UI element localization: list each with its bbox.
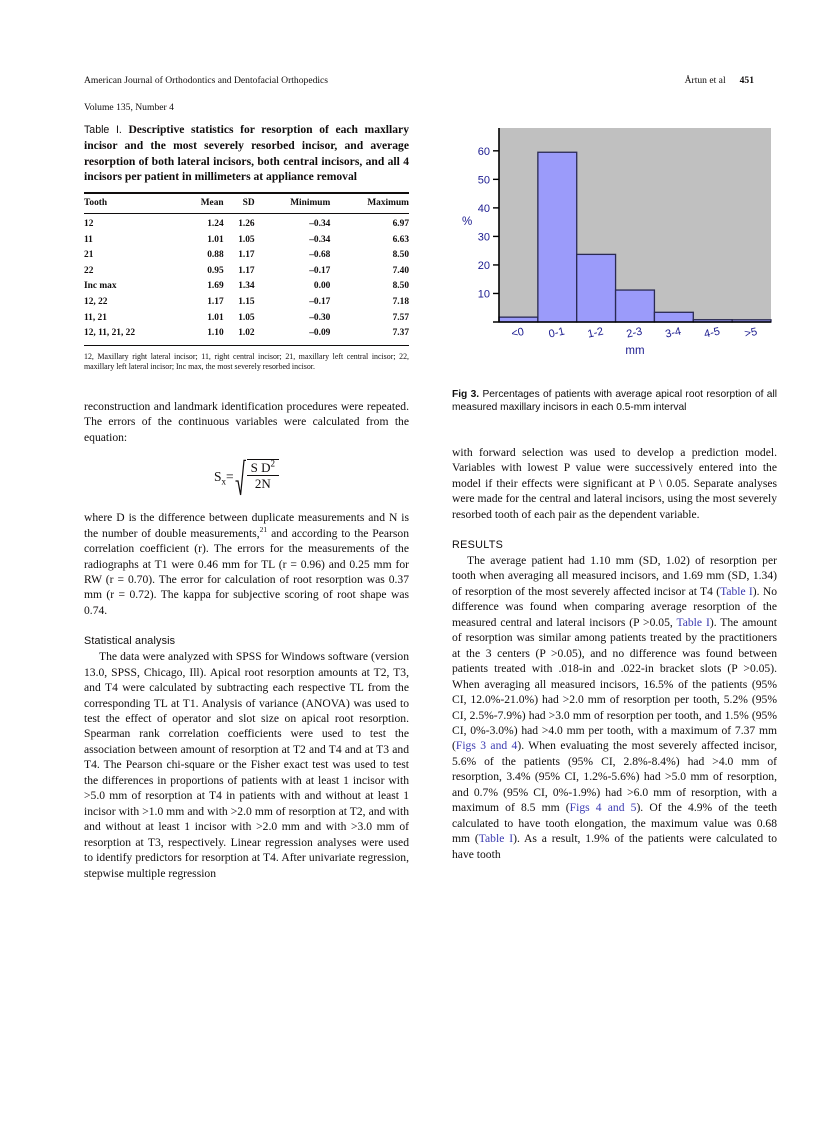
table-row [84, 264, 409, 280]
x-tick-label-2-3: 2-3 [625, 325, 644, 341]
figure-label: Fig 3. [452, 389, 480, 400]
cell-maximum: 7.57 [392, 312, 409, 323]
y-tick-label-60: 60 [477, 145, 490, 158]
cell-minimum: –0.34 [309, 219, 331, 230]
table-caption [84, 122, 409, 185]
cell-mean: 1.01 [207, 234, 224, 245]
cell-tooth: 12, 22 [84, 297, 108, 307]
xref-table-1[interactable]: Table I [720, 584, 753, 598]
right-column [452, 122, 777, 862]
fraction-denominator: 2N [247, 475, 279, 491]
x-tick-label-0-1: 0-1 [547, 325, 566, 341]
reference-marker: 21 [259, 524, 268, 534]
cell-maximum: 7.40 [392, 265, 409, 276]
column-header-maximum: Maximum [330, 193, 409, 214]
table-row [84, 214, 409, 233]
radical-sign-icon [235, 459, 246, 497]
paragraph-results: The average patient had 1.10 mm (SD, 1.02) of resorption per tooth when averaging all measured incisors, and 1.69 mm (SD, 1.34) of resorption of the most severely affected incisor at T4 (Table I). No difference was found when comparing average resorption of the measured central and lateral incisors (P >0.05, Table I). The amount of resorption was similar among patients treated by the practitioners at the 3 centers (P >0.05), and no difference was found between patients treated with .018-in and .022-in bracket slots (P >0.05). When averaging all measured incisors, 16.5% of the patients (95% CI, 12.0%-21.0%) had >2.0 mm of resorption per tooth, 5.2% (95% CI, 2.5%-7.9%) had >3.0 mm of resorption per tooth, and 1.5% (95% CI, 0%-3.0%) had >4.0 mm per tooth, with a maximum of 7.37 mm (Figs 3 and 4). When evaluating the most severely affected incisor, 5.6% of the patients (95% CI, 2.8%-8.4%) had >4.0 mm of resorption, 3.4% (95% CI, 1.2%-5.6%) had >5.0 mm of resorption, and 0.7% (95% CI, 0%-1.9%) had >6.0 mm of resorption, with a maximum of 8.5 mm (Figs 4 and 5). Of the 4.9% of the teeth calculated to have tooth elongation, the maximum value was 0.68 mm (Table I). As a result, 1.9% of the patients were calculated to have tooth [452, 553, 778, 861]
cell-maximum: 6.97 [392, 219, 409, 230]
cell-minimum: –0.17 [309, 297, 331, 307]
x-tick-label-3-4: 3-4 [664, 325, 683, 341]
cell-minimum: –0.30 [309, 312, 331, 323]
column-header-sd: SD [224, 193, 255, 214]
cell-minimum: –0.68 [309, 250, 331, 261]
cell-mean: 0.95 [207, 265, 224, 276]
cell-tooth: 11, 21 [84, 312, 107, 323]
left-column [84, 122, 409, 881]
cell-sd: 1.17 [238, 265, 255, 276]
table-bottom-rule [84, 345, 409, 346]
cell-tooth: 11 [84, 234, 93, 245]
histogram-chart [452, 122, 777, 372]
xref-table-1[interactable]: Table I [478, 832, 514, 846]
table-row [84, 279, 409, 295]
cell-mean: 1.24 [207, 219, 224, 230]
cell-minimum: –0.09 [309, 328, 331, 339]
bar-0-1 [538, 152, 577, 322]
cell-mean: 1.69 [207, 281, 224, 292]
y-tick-label-10: 10 [477, 288, 490, 301]
table-row [84, 311, 409, 327]
table-header [84, 193, 409, 214]
error-equation [84, 459, 409, 497]
equation-symbol-s: S [213, 469, 222, 485]
x-tick-label-4-5: 4-5 [703, 325, 722, 341]
bar-3-4 [654, 312, 693, 322]
column-header-tooth: Tooth [84, 193, 180, 214]
y-tick-label-20: 20 [477, 259, 490, 272]
equation-equals: = [226, 469, 234, 485]
y-tick-label-40: 40 [477, 202, 490, 215]
cell-mean: 1.10 [207, 328, 224, 339]
y-axis-label: % [462, 216, 473, 228]
x-axis-tick-labels [510, 326, 758, 341]
running-head [84, 60, 754, 128]
equation-subscript-x: x [221, 476, 226, 487]
xref-figs-4-and-5[interactable]: Figs 4 and 5 [569, 801, 637, 815]
cell-sd: 1.15 [238, 297, 255, 307]
cell-mean: 1.01 [207, 312, 224, 323]
cell-sd: 1.26 [238, 219, 255, 230]
figure-caption [452, 388, 777, 415]
cell-minimum: 0.00 [313, 281, 331, 292]
cell-maximum: 7.37 [392, 328, 409, 339]
table-caption-text: Descriptive statistics for resorption of each maxllary incisor and the most severely resorbed incisor, and average resorption of both lateral incisors, both central incisors, and all 4 incisors per patient in millimeters at appliance removal [84, 123, 409, 184]
cell-maximum: 8.50 [392, 281, 409, 292]
cell-sd: 1.02 [238, 328, 255, 339]
figure-caption-text: Percentages of patients with average apical root resorption of all measured maxillary incisors in each 0.5-mm interval [452, 389, 777, 414]
subhead-statistical-analysis: Statistical analysis [84, 634, 176, 647]
column-header-mean: Mean [180, 193, 223, 214]
cell-sd: 1.05 [238, 234, 255, 245]
cell-minimum: –0.34 [309, 234, 331, 245]
paragraph-regression-model: with forward selection was used to develop a prediction model. Variables with lowest P value were successively entered into the model if their effects were significant at P \ 0.05. Separate analyses were made for the central and lateral incisors, using the most severely resorbed tooth of each pair as the dependent variable. [452, 445, 777, 521]
cell-tooth: 12 [84, 219, 94, 230]
authors-and-page [670, 60, 754, 101]
cell-tooth: Inc max [84, 281, 117, 292]
table-label: Table I. [84, 124, 122, 136]
bar-1-2 [577, 254, 616, 322]
fraction-numerator: S $D^2$ [250, 458, 275, 476]
x-axis-label: mm [625, 345, 645, 357]
table-footnote: 12, Maxillary right lateral incisor; 11, right central incisor; 21, maxillary left central incisor; 22, maxillary left lateral incisor; Inc max, the most severely resorbed incisor. [84, 351, 409, 372]
x-tick-label-<0: <0 [510, 325, 526, 341]
cell-mean: 0.88 [207, 250, 224, 261]
y-tick-label-30: 30 [477, 231, 490, 244]
xref-table-1[interactable]: Table I [676, 615, 710, 629]
y-tick-label-50: 50 [477, 174, 490, 187]
table-row [84, 326, 409, 345]
table-header-row [84, 193, 409, 214]
cell-tooth: 22 [84, 265, 94, 276]
descriptive-statistics-table [84, 192, 409, 346]
cell-tooth: 12, 11, 21, 22 [84, 328, 136, 339]
y-axis-ticks [478, 146, 499, 301]
cell-sd: 1.05 [238, 312, 255, 323]
authors-runhead: Årtun et al [684, 74, 726, 86]
xref-figs-3-and-4[interactable]: Figs 3 and 4 [455, 739, 518, 753]
table-row [84, 295, 409, 311]
paragraph-error-definitions: where D is the difference between duplicate measurements and N is the number of double measurements,$^{21}$ and according to the Pearson correlation coefficient (r). The errors for the measurements of the radiographs at T1 were 0.46 mm for TL (r = 0.96) and 0.25 mm for RW (r = 0.70). The error for calculation of root resorption was 0.37 mm (r = 0.72). The kappa for subjective scoring of root shape was 0.74. [84, 511, 409, 617]
figure-3 [452, 122, 777, 415]
paragraph-methods-continued: reconstruction and landmark identification procedures were repeated. The errors of the continuous variables were calculated from the equation: [84, 399, 409, 444]
cell-sd: 1.34 [238, 281, 255, 292]
journal-title: American Journal of Orthodontics and Dentofacial Orthopedics [84, 74, 329, 86]
cell-mean: 1.17 [207, 297, 224, 307]
heading-results: RESULTS [452, 538, 504, 551]
cell-maximum: 8.50 [392, 250, 409, 261]
page-number: 451 [739, 74, 754, 86]
x-tick-label->5: >5 [743, 325, 759, 341]
equation-lhs [214, 469, 234, 487]
cell-minimum: –0.17 [309, 265, 331, 276]
table-row [84, 248, 409, 264]
cell-tooth: 21 [84, 250, 94, 261]
journal-volume: Volume 135, Number 4 [84, 101, 174, 113]
fraction [247, 459, 279, 497]
square-root [235, 459, 279, 497]
journal-title-block [84, 60, 328, 128]
x-tick-label-1-2: 1-2 [586, 325, 605, 341]
column-header-minimum: Minimum [255, 193, 331, 214]
cell-maximum: 7.18 [392, 297, 409, 307]
table-row [84, 233, 409, 249]
bar-2-3 [616, 290, 655, 322]
table-body [84, 214, 409, 346]
paragraph-statistical-analysis: The data were analyzed with SPSS for Windows software (version 13.0, SPSS, Chicago, Ill). Apical root resorption amounts at T2, T3, and T4 were calculated by subtracting each respective TL from the corresponding TL at T1. Analysis of variance (ANOVA) was used to test the effect of operator and slot size on apical root resorption. Spearman rank correlation coefficients were used to test the association between amount of resorption at T2 and T4 and at T3 and T4. The Pearson chi-square or the Fisher exact test was used to test the differences in proportions of patients with at least 1 incisor with >5.0 mm of resorption at T4 in patients with and without at least 1 incisor with >1.0 mm and with >2.0 mm of resorption at T2, and with and without at least 1 incisor with >2.0 mm and with >3.0 mm of resorption at T3, respectively. Linear regression analyses were used to identify predictors for resorption at T4. After univariate regression, stepwise multiple regression [84, 650, 409, 880]
cell-maximum: 6.63 [392, 234, 409, 245]
cell-sd: 1.17 [238, 250, 255, 261]
histogram-svg [452, 122, 777, 372]
table-footer-rule [84, 345, 409, 346]
